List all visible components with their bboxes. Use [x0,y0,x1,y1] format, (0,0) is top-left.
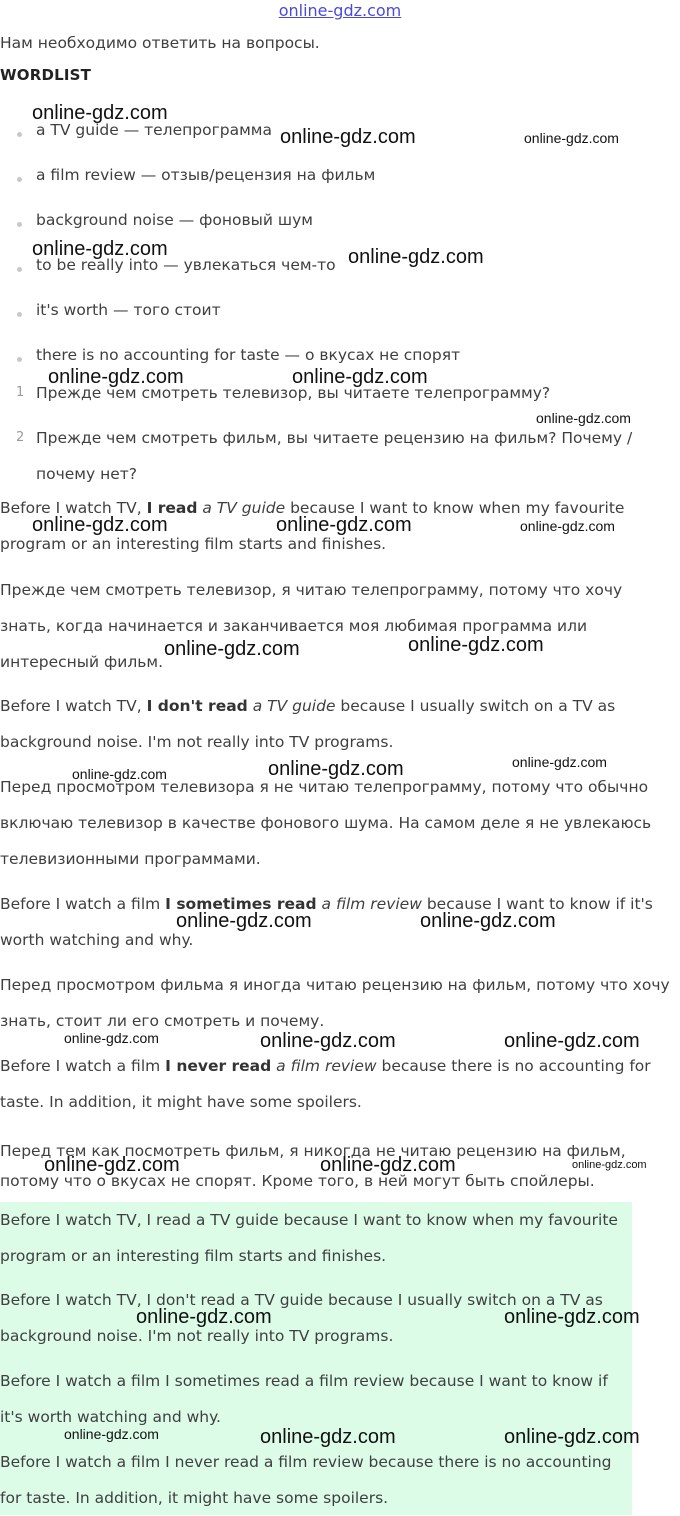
summary-item: Before I watch TV, I don't read a TV guide because I usually switch on a TV as background noise. I'm not really into TV programs. [0,1291,603,1345]
watermark: online-gdz.com [348,246,484,268]
answer-ru: Прежде чем смотреть телевизор, я читаю телепрограмму, потому что хочу знать, когда начинается и заканчивается моя любимая программа или интересный фильм. [0,581,623,671]
site-link[interactable]: online-gdz.com [278,1,402,20]
answer-en: Before I watch TV, I don't read a TV guide because I usually switch on a TV as background noise. I'm not really into TV programs. [0,697,616,751]
watermark: online-gdz.com [32,514,168,536]
watermark: online-gdz.com [420,910,556,932]
watermark: online-gdz.com [72,766,167,782]
bullet-icon [17,357,22,362]
answer-en: Before I watch TV, I read a TV guide because I want to know when my favourite program or an interesting film starts and finishes. [0,499,625,553]
answer-en: Before I watch a film I sometimes read a film review because I want to know if it's worth watching and why. [0,895,653,949]
watermark: online-gdz.com [292,366,428,388]
wordlist-item: to be really into — увлекаться чем-то [0,256,660,280]
bullet-icon [17,132,22,137]
watermark: online-gdz.com [64,1426,159,1442]
page: online-gdz.com Нам необходимо ответить на вопросы. WORDLIST a TV guide — телепрограмма a film review — отзыв/рецензия на фильм background noise — фоновый шум to be really into — увлекаться чем-то it's worth — того стоит there is no accounting for taste — о вкусах не спорят 1 Прежде чем смотреть телевизор, вы читаете телепрограмму? 2 Прежде чем смотреть фильм, вы читаете рецензию на фильм? Почему / почему нет? Before I watch TV, I read a TV guide because I want to know when my favourite program or an interesting film starts and finishes. Прежде чем смотреть телевизор, я читаю телепрограмму, потому что хочу знать, когда начинается и заканчивается моя любимая программа или интересный фильм. Before I watch TV, I don't read a TV guide because I usually switch on a TV as background noise. I'm not really into TV programs. Перед просмотром телевизора я не читаю телепрограмму, потому что обычно включаю телевизор в качестве фонового шума. На самом деле я не увлекаюсь телевизионными программами. Before I watch a film I sometimes read a film review because I want to know if it's worth watching and why. Перед просмотром фильма я иногда читаю рецензию на фильм, потому что хочу знать, стоит ли его смотреть и почему. Before I watch a film I never read a film review because there is no accounting for taste. In addition, it might have some spoilers. Перед тем как посмотреть фильм, я никогда не читаю рецензию на фильм, потому что о вкусах не спорят. Кроме того, в ней могут быть спойлеры. Before I watch TV, I read a TV guide because I want to know when my favourite program or an interesting film starts and finishes. Before I watch TV, I don't read a TV guide because I usually switch on a TV as background noise. I'm not really into TV programs. Before I watch a film I sometimes read a film review because I want to know if it's worth watching and why. Before I watch a film I never read a film review because there is no accounting for taste. In addition, it might have some spoilers. online-gdz.com online-gdz.com online-gdz.com online-gdz.com online-gdz.com online-gdz.com online-gdz.com online-gdz.com online-gdz.com online-gdz.com online-gdz.com online-gdz.com online-gdz.com online-gdz.com online-gdz.com online-gdz.com online-gdz.com online-gdz.com online-gdz.com online-gdz.com online-gdz.com online-gdz.com online-gdz.com online-gdz.com online-gdz.com online-gdz.com online-gdz.com online-gdz.com online-gdz.com [0,0,680,1515]
bullet-icon [17,312,22,317]
watermark: online-gdz.com [572,1159,647,1171]
watermark: online-gdz.com [408,634,544,656]
summary-block [0,1202,632,1515]
wordlist-title: WORDLIST [0,66,92,84]
wordlist-item: a TV guide — телепрограмма [0,121,660,145]
watermark: online-gdz.com [276,514,412,536]
summary-item: Before I watch TV, I read a TV guide because I want to know when my favourite program or an interesting film starts and finishes. [0,1211,618,1265]
answer-en: Before I watch a film I never read a film review because there is no accounting for taste. In addition, it might have some spoilers. [0,1057,651,1111]
wordlist-item: background noise — фоновый шум [0,211,660,235]
answer-ru: Перед просмотром телевизора я не читаю телепрограмму, потому что обычно включаю телевизор в качестве фонового шума. На самом деле я не увлекаюсь телевизионными программами. [0,778,652,868]
bullet-icon [17,222,22,227]
answer-ru: Перед просмотром фильма я иногда читаю рецензию на фильм, потому что хочу знать, стоит ли его смотреть и почему. [0,976,670,1030]
wordlist-item: it's worth — того стоит [0,301,660,325]
watermark: online-gdz.com [176,910,312,932]
watermark: online-gdz.com [504,1306,640,1328]
summary-item: Before I watch a film I never read a film review because there is no accounting for taste. In addition, it might have some spoilers. [0,1453,612,1507]
watermark: online-gdz.com [536,410,631,426]
intro-text: Нам необходимо ответить на вопросы. [0,34,320,52]
watermark: online-gdz.com [44,1154,180,1176]
watermark: online-gdz.com [268,758,404,780]
watermark: online-gdz.com [48,366,184,388]
watermark: online-gdz.com [320,1154,456,1176]
answer-ru: Перед тем как посмотреть фильм, я никогда не читаю рецензию на фильм, потому что о вкусах не спорят. Кроме того, в ней могут быть спойлеры. [0,1142,626,1190]
watermark: online-gdz.com [136,1306,272,1328]
watermark: online-gdz.com [260,1030,396,1052]
watermark: online-gdz.com [32,102,168,124]
watermark: online-gdz.com [524,130,619,146]
watermark: online-gdz.com [32,238,168,260]
wordlist-item: a film review — отзыв/рецензия на фильм [0,166,660,190]
watermark: online-gdz.com [260,1426,396,1448]
watermark: online-gdz.com [280,126,416,148]
summary-item: Before I watch a film I sometimes read a film review because I want to know if it's worth watching and why. [0,1372,608,1426]
watermark: online-gdz.com [64,1030,159,1046]
bullet-icon [17,177,22,182]
watermark: online-gdz.com [504,1426,640,1448]
watermark: online-gdz.com [504,1030,640,1052]
watermark: online-gdz.com [512,754,607,770]
watermark: online-gdz.com [164,638,300,660]
bullet-icon [17,267,22,272]
wordlist-item: there is no accounting for taste — о вкусах не спорят [0,346,660,370]
watermark: online-gdz.com [520,518,615,534]
